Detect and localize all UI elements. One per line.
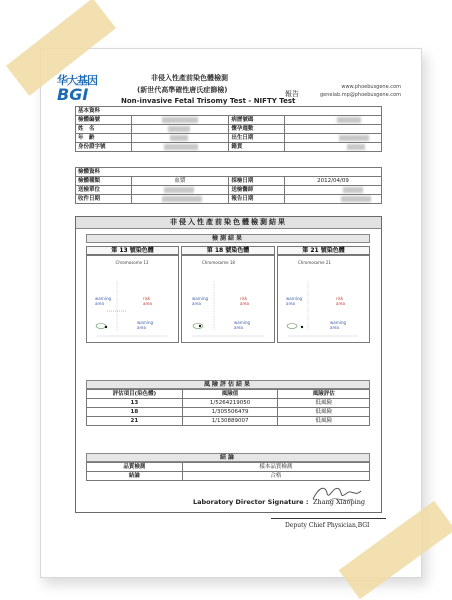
warning-label: area [330, 325, 339, 330]
normal-cluster [193, 324, 203, 329]
chr18-header: 第 18 號染色體 [181, 246, 275, 255]
sample-info-header: 檢體資料 [76, 168, 382, 177]
risk-label: area [143, 301, 152, 306]
basic-info-header: 基本資料 [76, 107, 382, 116]
signer-title: Deputy Chief Physician,BGI [285, 522, 370, 529]
chr18-plot [181, 255, 275, 343]
signature-caption: Laboratory Director Signature : [193, 498, 309, 506]
sample-type-value: 血漿 [131, 177, 229, 186]
sample-point [199, 325, 201, 327]
conclusion-label: 結論 [87, 472, 183, 481]
field-value-redacted [131, 143, 229, 152]
chr13-plot [86, 255, 179, 343]
report-title-cn: 非侵入性產前染色體檢測 [151, 74, 228, 82]
field-label: 籍貫 [229, 143, 285, 152]
field-label: 病歷號碼 [229, 116, 285, 125]
risk-value: 1/305506479 [182, 408, 278, 417]
field-value-redacted [131, 186, 229, 195]
table-row [87, 408, 370, 417]
risk-value: 1/130889007 [182, 417, 278, 426]
field-value-redacted [131, 125, 229, 134]
table-row [87, 399, 370, 408]
field-label: 懷孕週數 [229, 125, 285, 134]
warning-label: warning [137, 320, 154, 325]
warning-label: warning [330, 320, 347, 325]
basic-info-table [75, 106, 382, 152]
field-value-redacted [285, 125, 382, 134]
collection-date-value: 2012/04/09 [285, 177, 382, 186]
risk-assessment: 低風險 [278, 399, 370, 408]
chr21-header: 第 21 號染色體 [277, 246, 370, 255]
warning-label: area [234, 325, 243, 330]
field-label: 收件日期 [76, 195, 132, 204]
logo-bgi-text: BGI [57, 85, 89, 104]
chr13-plot-graphic [87, 256, 178, 342]
chr13-header: 第 13 號染色體 [86, 246, 179, 255]
field-label: 檢體種類 [76, 177, 132, 186]
normal-cluster [287, 324, 297, 329]
report-subtitle-cn: (新世代高準確性唐氏症篩檢) [137, 86, 228, 94]
risk-item: 13 [87, 399, 183, 408]
risk-col-header: 評估項目(染色體) [87, 390, 183, 399]
normal-cluster [96, 324, 106, 329]
chr21-plot [277, 255, 370, 343]
signer-name: Zhang Xiaoping [313, 498, 366, 506]
warning-label: warning [286, 296, 303, 301]
detection-results-title: 檢測結果 [86, 234, 370, 243]
report-page [40, 48, 422, 578]
plot-title: Chromosome 18 [202, 260, 235, 265]
field-value-redacted [131, 134, 229, 143]
field-value-redacted [131, 195, 229, 204]
field-label: 出生日期 [229, 134, 285, 143]
risk-label: risk [336, 296, 344, 301]
plot-title: Chromosome 21 [298, 260, 331, 265]
handwritten-signature [309, 481, 369, 507]
plot-title: Chromosome 13 [115, 260, 149, 265]
field-value-redacted [285, 195, 382, 204]
risk-item: 18 [87, 408, 183, 417]
risk-assessment: 低風險 [278, 408, 370, 417]
field-value-redacted [285, 186, 382, 195]
risk-value: 1/5264219050 [182, 399, 278, 408]
results-section-title: 非侵入性產前染色體檢測結果 [76, 217, 381, 229]
warning-label: area [192, 301, 201, 306]
warning-label: warning [234, 320, 251, 325]
field-value-redacted [285, 134, 382, 143]
table-row [87, 417, 370, 426]
risk-label: area [240, 301, 249, 306]
field-label: 姓 名 [76, 125, 132, 134]
warning-label: warning [192, 296, 209, 301]
risk-label: risk [143, 296, 151, 301]
field-label: 身份證字號 [76, 143, 132, 152]
risk-col-header: 風險值 [182, 390, 278, 399]
logo-chinese-text: 华大基因 [57, 74, 97, 87]
bgi-logo [57, 72, 97, 102]
field-label: 採檢日期 [229, 177, 285, 186]
warning-label: warning [95, 296, 112, 301]
risk-label: risk [240, 296, 248, 301]
warning-label: area [137, 325, 146, 330]
risk-table [86, 389, 370, 426]
sample-point [301, 326, 303, 328]
website: www.phoebusgene.com [341, 84, 401, 90]
conclusion-table [86, 462, 370, 481]
risk-label: area [336, 301, 345, 306]
contact-email: genelab.mp@phoebusgene.com [320, 92, 401, 98]
conclusion-value: 合格 [182, 472, 369, 481]
field-value-redacted [285, 143, 382, 152]
risk-col-header: 風險評估 [278, 390, 370, 399]
report-label: 報告 [285, 90, 299, 98]
signature-line [271, 518, 386, 519]
conclusion-label: 品質檢測 [87, 463, 183, 472]
field-label: 年 齡 [76, 134, 132, 143]
contact-info [320, 83, 401, 99]
conclusion-title: 結論 [86, 453, 370, 462]
field-label: 送檢單位 [76, 186, 132, 195]
conclusion-value: 樣本品質檢測 [182, 463, 369, 472]
risk-assessment-title: 風險評估結果 [86, 380, 370, 389]
field-label: 報告日期 [229, 195, 285, 204]
sample-info-table [75, 167, 382, 204]
chr21-plot-graphic [278, 256, 369, 342]
sample-point [105, 326, 107, 328]
field-label: 送檢醫師 [229, 186, 285, 195]
chr18-plot-graphic [182, 256, 274, 342]
warning-label: area [286, 301, 295, 306]
field-value-redacted [131, 116, 229, 125]
warning-label: area [95, 301, 104, 306]
field-label: 檢體編號 [76, 116, 132, 125]
risk-assessment: 低風險 [278, 417, 370, 426]
field-value-redacted [285, 116, 382, 125]
risk-item: 21 [87, 417, 183, 426]
report-title-en: Non-invasive Fetal Trisomy Test - NIFTY Test [121, 97, 296, 105]
